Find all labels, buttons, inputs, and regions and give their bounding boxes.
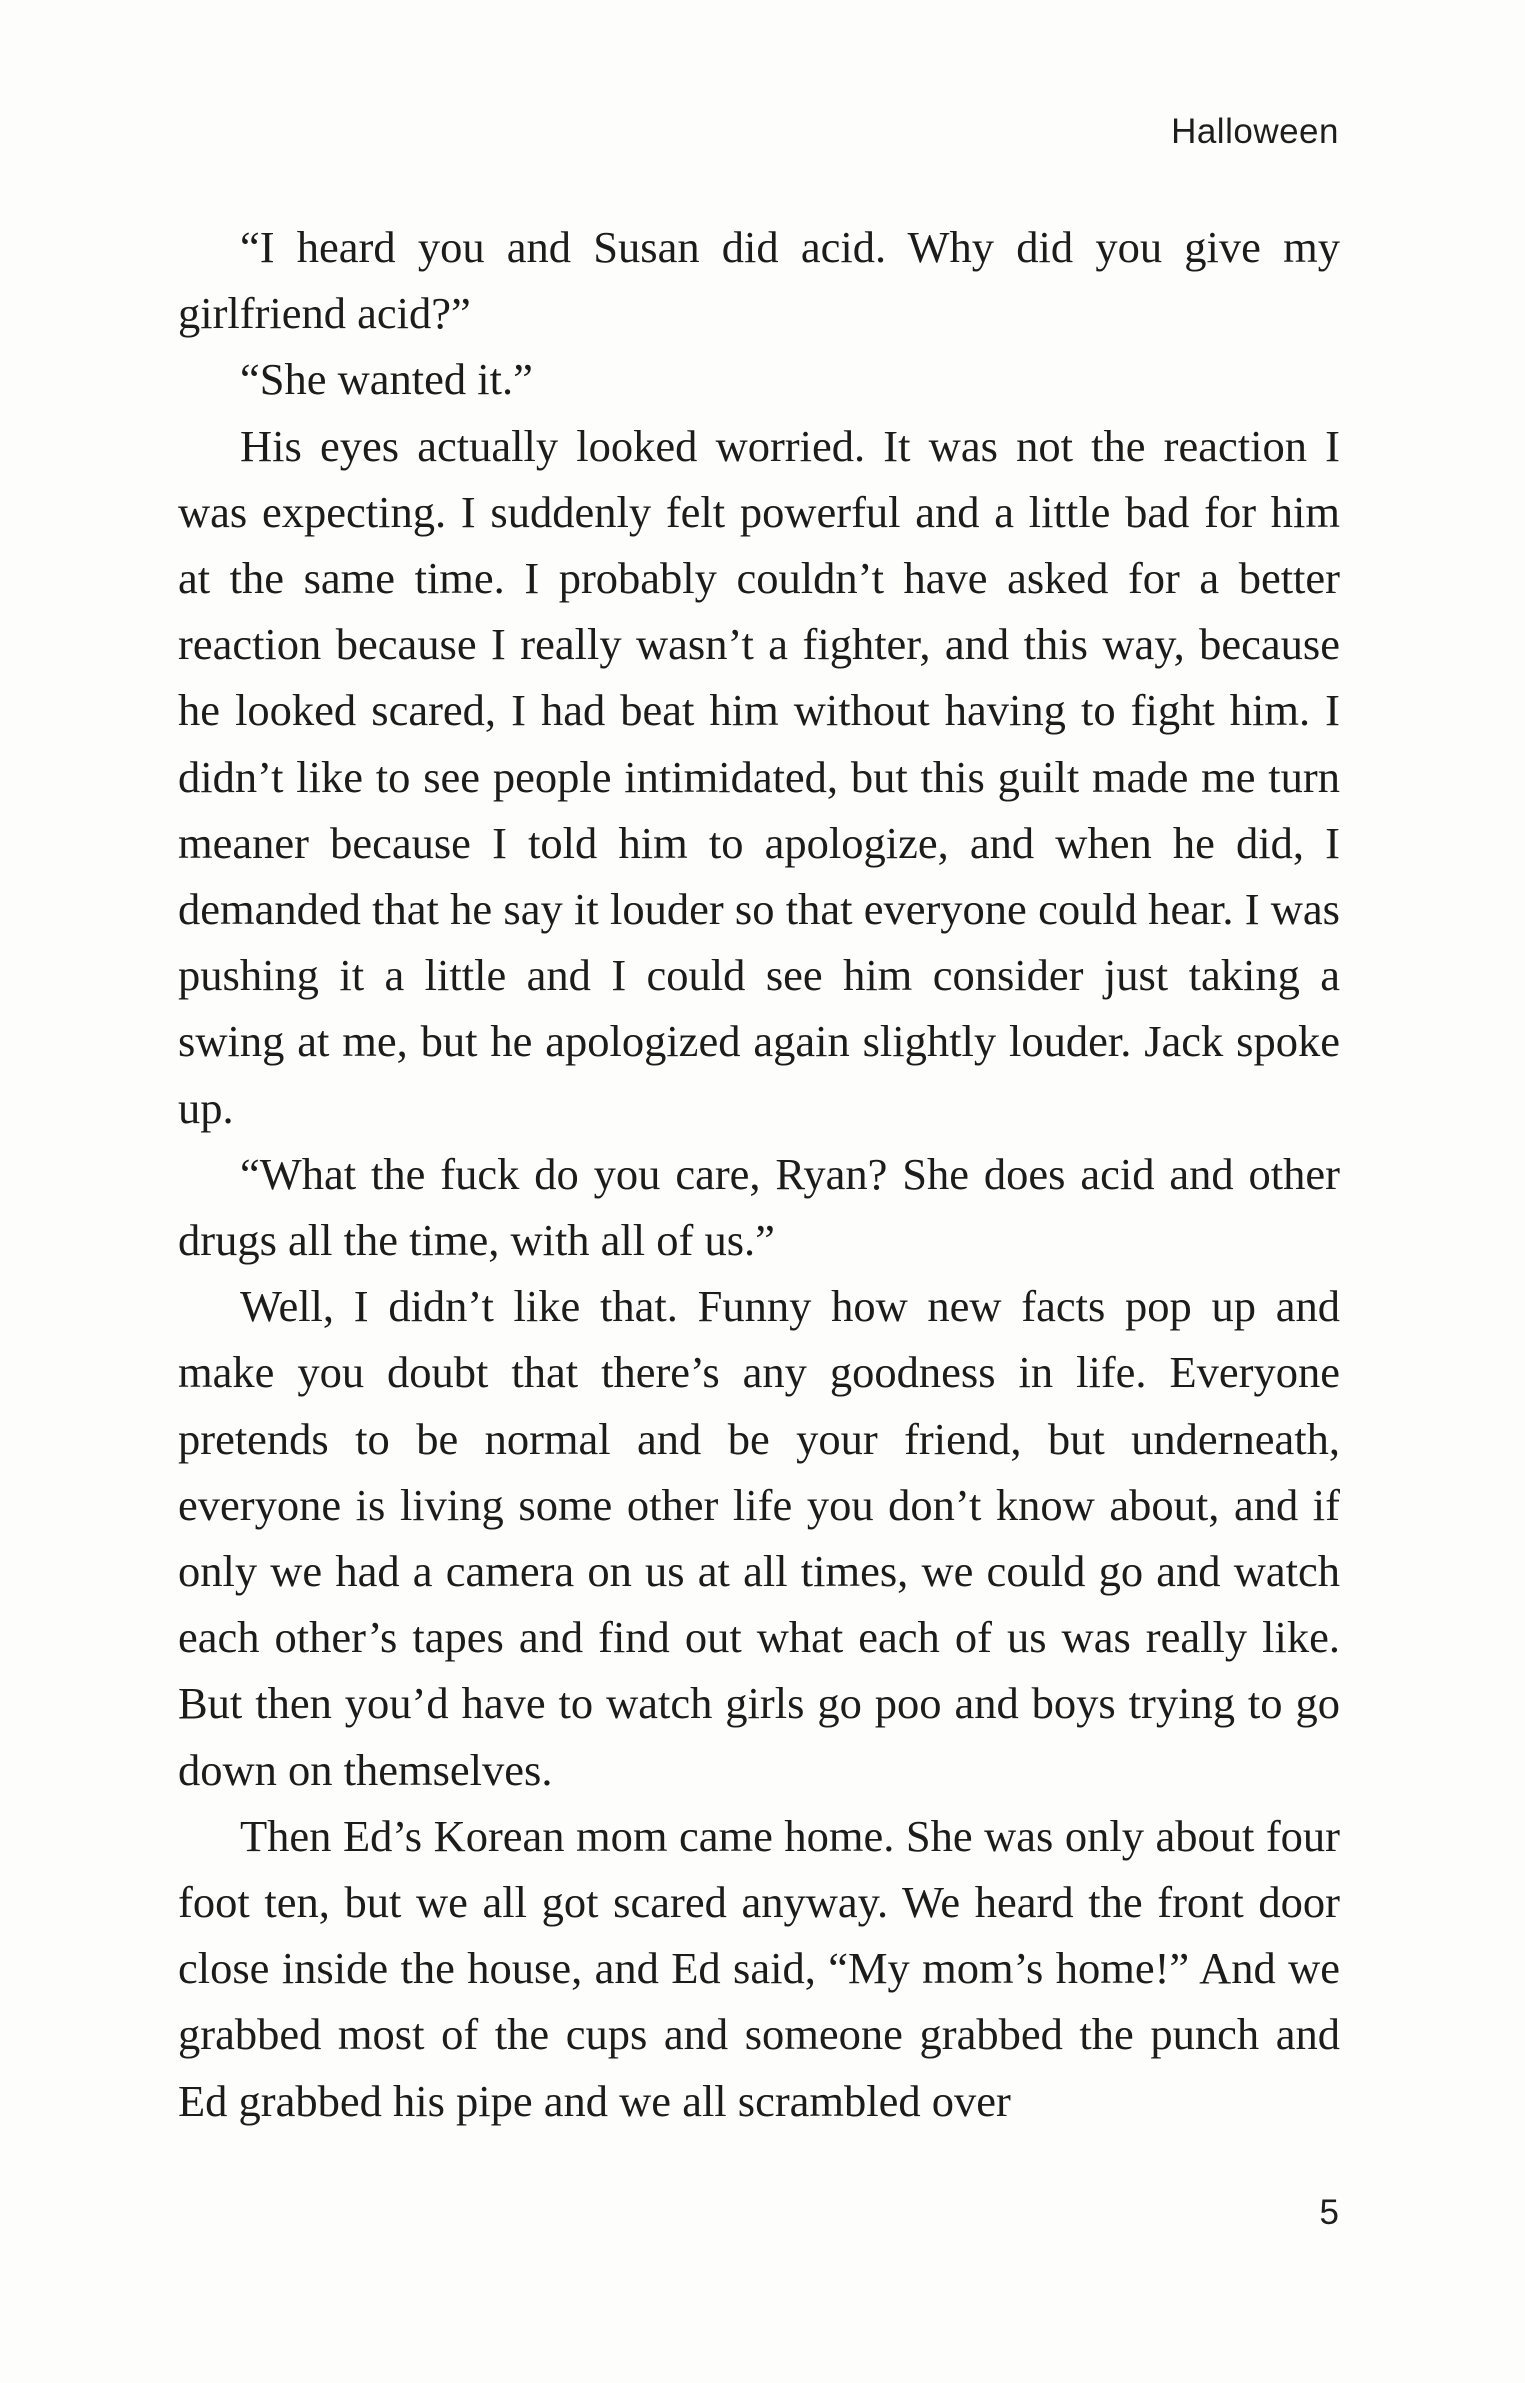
paragraph: “What the fuck do you care, Ryan? She does acid and other drugs all the time, with all of us.” — [178, 1148, 1340, 1266]
paragraph: “I heard you and Susan did acid. Why did you give my girlfriend acid?” — [178, 222, 1340, 339]
paragraph: Well, I didn’t like that. Funny how new facts pop up and make you doubt that there’s any goodness in life. Everyone pretends to be normal and be your friend, but underneath, everyone is living some other life you don’t know about, and if only we had a camera on us at all times, we could go and watch each other’s tapes and find out what each of us was really like. But then you’d have to watch girls go poo and boys trying to go down on themselves. — [178, 1281, 1340, 1795]
paragraph: Then Ed’s Korean mom came home. She was only about four foot ten, but we all got scared anyway. We heard the front door close inside the house, and Ed said, “My mom’s home!” And we grabbed most of the cups and someone grabbed the punch and Ed grabbed his pipe and we all scrambled over — [178, 1810, 1340, 2126]
paragraph: “She wanted it.” — [240, 354, 533, 405]
page-number: 5 — [1319, 2193, 1339, 2232]
paragraph: His eyes actually looked worried. It was not the reaction I was expecting. I suddenly felt powerful and a little bad for him at the same time. I probably couldn’t have asked for a better reaction because I really wasn’t a fighter, and this way, because he looked scared, I had beat him without having to fight him. I didn’t like to see people intimidated, but this guilt made me turn meaner because I told him to apologize, and when he did, I demanded that he say it louder so that everyone could hear. I was pushing it a little and I could see him consider just taking a swing at me, but he apologized again slightly louder. Jack spoke up. — [178, 420, 1340, 1133]
running-head: Halloween — [1171, 112, 1339, 151]
body-text — [178, 214, 1340, 2134]
